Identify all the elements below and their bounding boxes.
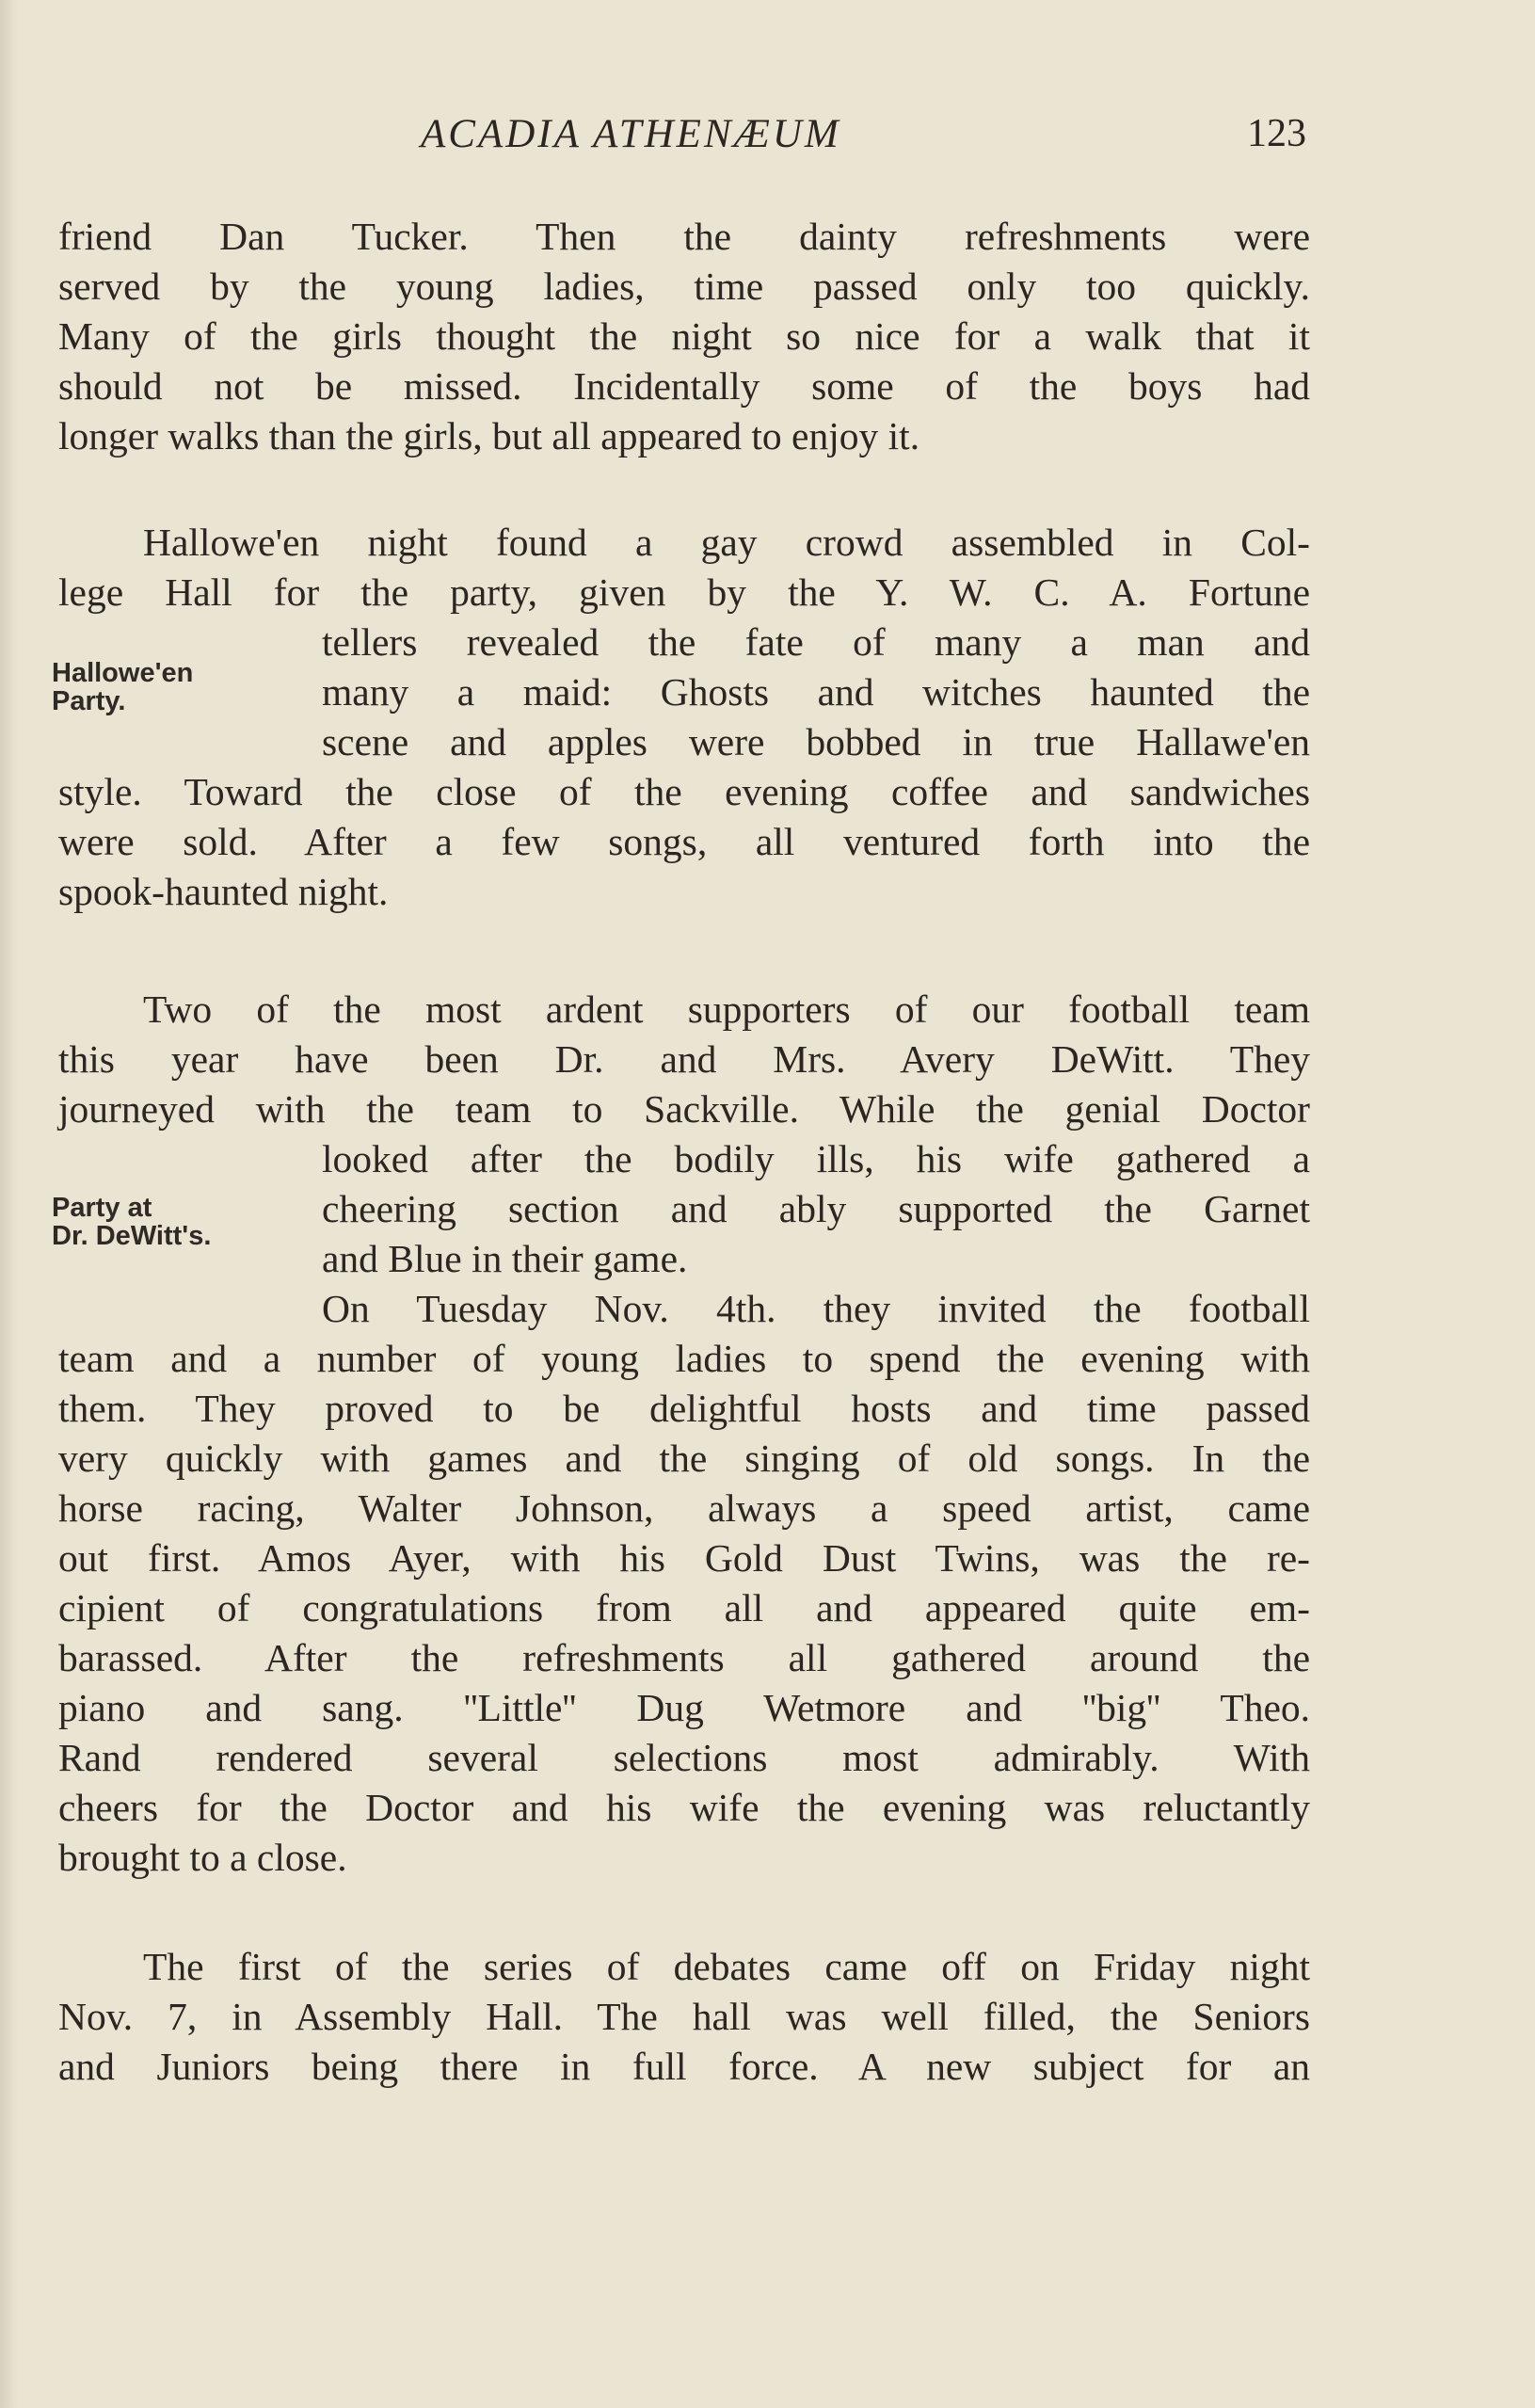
text-line: Rand rendered several selections most admirably. With: [58, 1736, 1310, 1779]
text-line: Two of the most ardent supporters of our football team: [143, 987, 1310, 1031]
text-line: cipient of congratulations from all and appeared quite em-: [58, 1586, 1310, 1629]
text-line: longer walks than the girls, but all appeared to enjoy it.: [58, 414, 920, 458]
text-line: tellers revealed the fate of many a man and: [322, 620, 1310, 664]
text-line: looked after the bodily ills, his wife gathered a: [322, 1137, 1310, 1180]
text-line: very quickly with games and the singing of old songs. In the: [58, 1437, 1310, 1480]
journal-title: ACADIA ATHENÆUM: [421, 112, 841, 156]
page-number: 123: [1247, 112, 1306, 155]
text-line: Nov. 7, in Assembly Hall. The hall was well filled, the Seniors: [58, 1995, 1310, 2038]
text-line: and Blue in their game.: [322, 1237, 688, 1280]
text-line: Many of the girls thought the night so nice for a walk that it: [58, 314, 1310, 358]
text-line: piano and sang. ''Little'' Dug Wetmore and ''big'' Theo.: [58, 1686, 1310, 1729]
text-line: style. Toward the close of the evening coffee and sandwiches: [58, 770, 1310, 813]
text-line: spook-haunted night.: [58, 870, 389, 913]
sidenote-line: Hallowe'en: [52, 658, 194, 688]
text-line: them. They proved to be delightful hosts and time passed: [58, 1387, 1310, 1430]
page-edge-shadow: [0, 0, 17, 2408]
sidenote-line: Dr. DeWitt's.: [52, 1221, 212, 1251]
text-line: Hallowe'en night found a gay crowd assembled in Col-: [143, 521, 1310, 564]
sidenote-line: Party.: [52, 686, 126, 716]
text-line: barassed. After the refreshments all gathered around the: [58, 1636, 1310, 1679]
text-line: The first of the series of debates came off on Friday night: [143, 1945, 1310, 1988]
text-line: team and a number of young ladies to spend the evening with: [58, 1337, 1310, 1380]
sidenote-line: Party at: [52, 1193, 152, 1223]
text-line: brought to a close.: [58, 1836, 347, 1879]
text-line: many a maid: Ghosts and witches haunted the: [322, 670, 1310, 714]
text-line: horse racing, Walter Johnson, always a speed artist, came: [58, 1486, 1310, 1530]
text-line: this year have been Dr. and Mrs. Avery DeWitt. They: [58, 1037, 1310, 1081]
text-line: and Juniors being there in full force. A new subject for an: [58, 2045, 1310, 2088]
text-line: should not be missed. Incidentally some of the boys had: [58, 364, 1310, 408]
sidenote-dewitt-party: [52, 1194, 211, 1250]
text-line: scene and apples were bobbed in true Hallawe'en: [322, 720, 1310, 763]
text-line: cheering section and ably supported the Garnet: [322, 1187, 1310, 1230]
sidenote-halloween-party: [52, 659, 193, 715]
text-line: were sold. After a few songs, all ventured forth into the: [58, 820, 1310, 863]
text-line: On Tuesday Nov. 4th. they invited the football: [322, 1287, 1310, 1330]
text-line: cheers for the Doctor and his wife the evening was reluctantly: [58, 1786, 1310, 1829]
text-line: friend Dan Tucker. Then the dainty refreshments were: [58, 215, 1310, 258]
text-line: journeyed with the team to Sackville. While the genial Doctor: [58, 1087, 1310, 1131]
text-line: served by the young ladies, time passed only too quickly.: [58, 265, 1310, 308]
text-line: lege Hall for the party, given by the Y. W. C. A. Fortune: [58, 570, 1310, 614]
text-line: out first. Amos Ayer, with his Gold Dust Twins, was the re-: [58, 1536, 1310, 1580]
running-head: [0, 111, 1535, 168]
